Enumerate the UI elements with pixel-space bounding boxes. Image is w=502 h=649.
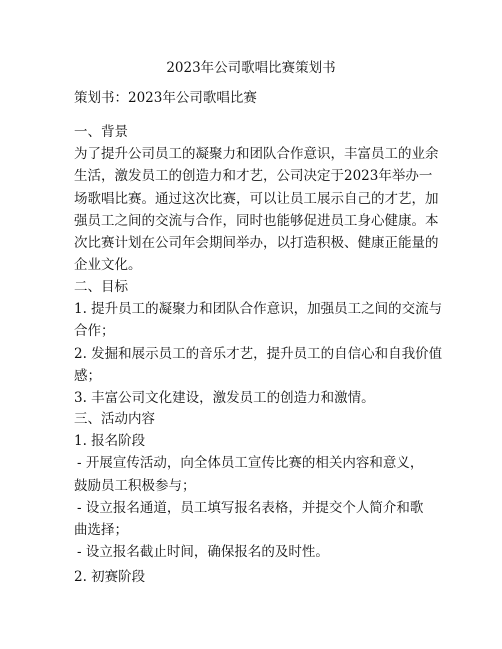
list-line: - 设立报名截止时间，确保报名的及时性。 xyxy=(77,544,329,561)
list-line: 1. 提升员工的凝聚力和团队合作意识，加强员工之间的交流与 xyxy=(74,301,443,318)
section-heading: 一、背景 xyxy=(74,124,128,140)
section-preliminary xyxy=(74,566,434,588)
section-heading: 二、目标 xyxy=(74,279,128,295)
list-line: 鼓励员工积极参与； xyxy=(74,477,196,494)
section-heading: 2. 初赛阶段 xyxy=(74,569,146,585)
list-line: - 开展宣传活动，向全体员工宣传比赛的相关内容和意义， xyxy=(77,455,424,472)
section-activities xyxy=(74,408,434,563)
subtitle-text: 策划书：2023年公司歌唱比赛 xyxy=(74,90,257,106)
list-line: 合作； xyxy=(74,323,115,340)
paragraph-line: 场歌唱比赛。通过这次比赛，可以让员工展示自己的才艺，加 xyxy=(74,190,439,207)
document-subtitle xyxy=(74,87,434,109)
paragraph-line: 生活，激发员工的创造力和才艺，公司决定于2023年举办一 xyxy=(74,168,433,185)
paragraph-line: 次比赛计划在公司年会期间举办，以打造积极、健康正能量的 xyxy=(74,235,439,252)
list-line: 曲选择； xyxy=(74,522,128,539)
section-heading: 三、活动内容 xyxy=(74,411,155,427)
list-line: 3. 丰富公司文化建设，激发员工的创造力和激情。 xyxy=(74,390,375,407)
list-line: 感； xyxy=(74,367,101,384)
paragraph-line: 企业文化。 xyxy=(74,257,142,274)
list-line: 2. 发掘和展示员工的音乐才艺，提升员工的自信心和自我价值 xyxy=(74,345,443,362)
section-background xyxy=(74,121,439,276)
document-title: 2023年公司歌唱比赛策划书 xyxy=(166,60,336,76)
section-goals xyxy=(74,276,443,409)
paragraph-line: 为了提升公司员工的凝聚力和团队合作意识，丰富员工的业余 xyxy=(74,146,439,163)
list-line: - 设立报名通道，员工填写报名表格，并提交个人简介和歌 xyxy=(77,499,424,516)
paragraph-line: 强员工之间的交流与合作，同时也能够促进员工身心健康。本 xyxy=(74,212,439,229)
list-line: 1. 报名阶段 xyxy=(74,433,146,450)
